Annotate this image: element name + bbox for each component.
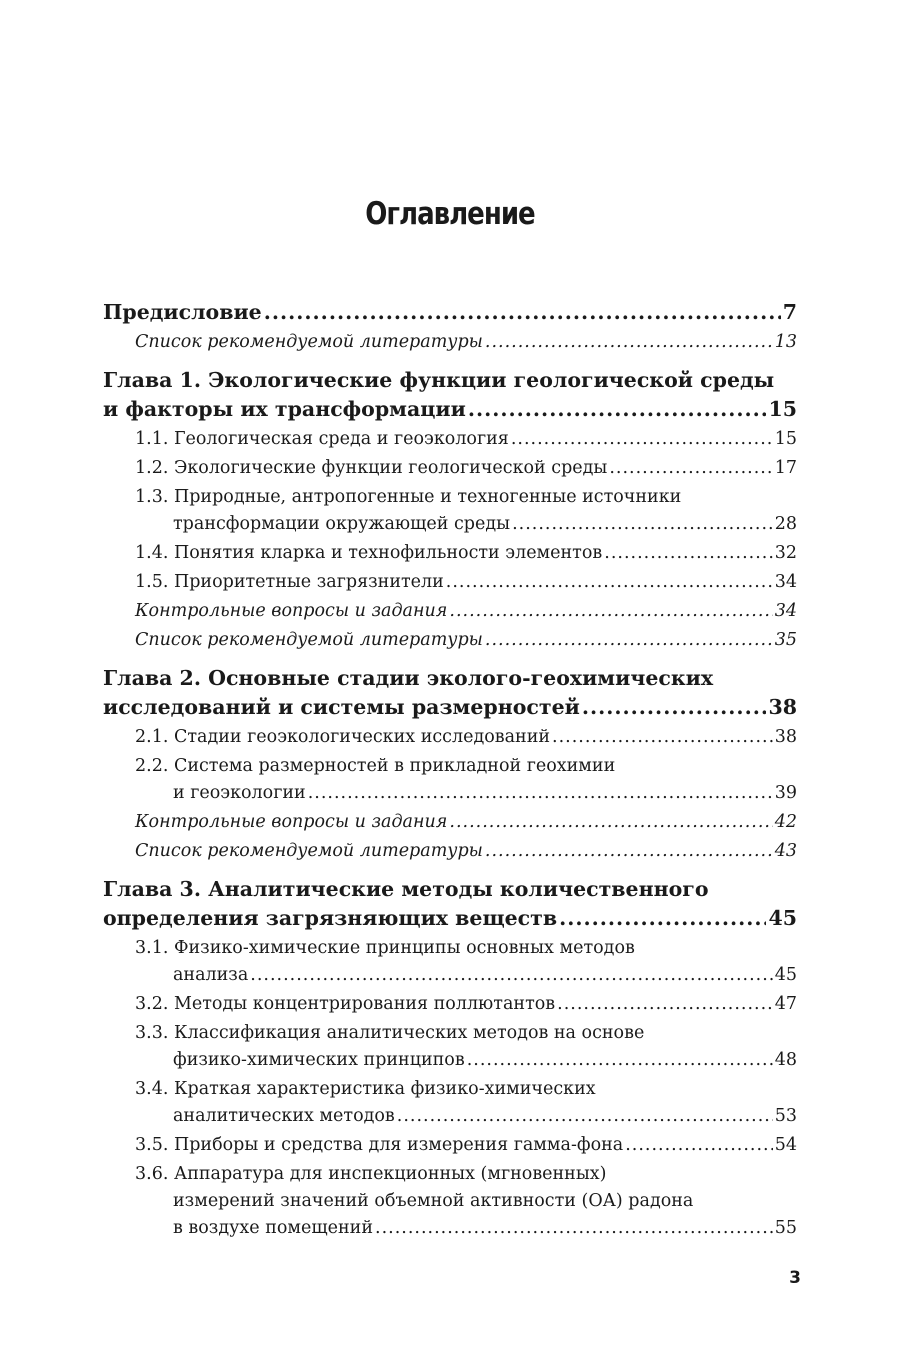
toc-entry-label: 1.3. Природные, антропогенные и техногенные источники	[135, 487, 682, 507]
dot-leader	[485, 627, 773, 654]
toc-entry-label: Глава 2. Основные стадии эколого-геохимических	[103, 666, 714, 690]
dot-leader	[604, 540, 772, 567]
dot-leader	[512, 511, 773, 538]
toc-entry-label: Список рекомендуемой литературы	[135, 332, 483, 352]
toc-entry-page: 43	[774, 841, 797, 861]
toc-entry-3-4[interactable]	[103, 1076, 797, 1130]
toc-entry-2-questions[interactable]	[103, 809, 797, 836]
toc-entry-label: измерений значений объемной активности (ОА) радона	[173, 1191, 694, 1211]
toc-entry-chapter-3[interactable]	[103, 875, 797, 933]
toc-entry-page: 17	[774, 458, 797, 478]
dot-leader	[485, 329, 773, 356]
toc-entry-page: 47	[774, 994, 797, 1014]
toc-entry-label: в воздухе помещений	[173, 1218, 373, 1238]
dot-leader	[485, 838, 773, 865]
toc-entry-label: 3.2. Методы концентрирования поллютантов	[135, 994, 556, 1014]
toc-entry-label: Глава 3. Аналитические методы количественного	[103, 877, 709, 901]
toc-entry-1-questions[interactable]	[103, 598, 797, 625]
toc-entry-page: 13	[774, 332, 797, 352]
toc-entry-page: 54	[774, 1135, 797, 1155]
toc-entry-1-5[interactable]	[103, 569, 797, 596]
toc-entry-page: 15	[774, 429, 797, 449]
toc-entry-page: 45	[774, 965, 797, 985]
dot-leader	[250, 962, 772, 989]
toc-entry-chapter-2[interactable]	[103, 664, 797, 722]
toc-entry-1-3[interactable]	[103, 484, 797, 538]
toc-entry-label: 3.1. Физико-химические принципы основных методов	[135, 938, 635, 958]
toc-entry-page: 39	[774, 783, 797, 803]
toc-entry-3-3[interactable]	[103, 1020, 797, 1074]
toc-entry-page: 48	[774, 1050, 797, 1070]
toc-entry-label: 1.1. Геологическая среда и геоэкология	[135, 429, 509, 449]
toc-entry-page: 38	[774, 727, 797, 747]
toc-entry-1-refs[interactable]	[103, 627, 797, 654]
toc-entry-label: и геоэкологии	[173, 783, 306, 803]
toc-entry-2-refs[interactable]	[103, 838, 797, 865]
toc-entry-label: Предисловие	[103, 300, 262, 324]
toc-entry-page: 42	[774, 812, 797, 832]
toc-entry-3-2[interactable]	[103, 991, 797, 1018]
toc-entry-1-4[interactable]	[103, 540, 797, 567]
table-of-contents	[103, 298, 797, 1252]
dot-leader	[264, 298, 781, 327]
toc-entry-label: Контрольные вопросы и задания	[135, 812, 448, 832]
dot-leader	[449, 598, 772, 625]
toc-entry-label: 3.5. Приборы и средства для измерения гамма-фона	[135, 1135, 624, 1155]
toc-group-chapter-2	[103, 664, 797, 865]
toc-entry-label: и факторы их трансформации	[103, 397, 466, 421]
dot-leader	[559, 904, 766, 933]
toc-entry-1-1[interactable]	[103, 426, 797, 453]
toc-entry-label: Контрольные вопросы и задания	[135, 601, 448, 621]
toc-entry-label: исследований и системы размерностей	[103, 695, 580, 719]
toc-group-chapter-3	[103, 875, 797, 1242]
toc-entry-preface[interactable]	[103, 298, 797, 327]
toc-entry-label: Список рекомендуемой литературы	[135, 630, 483, 650]
toc-entry-label: 1.4. Понятия кларка и технофильности элементов	[135, 543, 603, 563]
dot-leader	[625, 1132, 773, 1159]
page-title: Оглавление	[365, 196, 535, 232]
toc-entry-page: 53	[774, 1106, 797, 1126]
toc-entry-page: 15	[768, 397, 797, 421]
toc-entry-preface-refs[interactable]	[103, 329, 797, 356]
dot-leader	[375, 1215, 773, 1242]
toc-entry-label: 1.2. Экологические функции геологической среды	[135, 458, 608, 478]
toc-entry-label: определения загрязняющих веществ	[103, 906, 558, 930]
toc-entry-label: 3.4. Краткая характеристика физико-химических	[135, 1079, 596, 1099]
toc-entry-label: 3.6. Аппаратура для инспекционных (мгновенных)	[135, 1164, 607, 1184]
dot-leader	[468, 395, 767, 424]
toc-entry-page: 45	[768, 906, 797, 930]
dot-leader	[467, 1047, 773, 1074]
toc-entry-1-2[interactable]	[103, 455, 797, 482]
toc-entry-label: 2.1. Стадии геоэкологических исследований	[135, 727, 551, 747]
toc-entry-label: анализа	[173, 965, 249, 985]
dot-leader	[511, 426, 773, 453]
dot-leader	[397, 1103, 773, 1130]
toc-entry-page: 55	[774, 1218, 797, 1238]
dot-leader	[557, 991, 773, 1018]
dot-leader	[552, 724, 773, 751]
toc-entry-label: Глава 1. Экологические функции геологической среды	[103, 368, 775, 392]
toc-entry-page: 7	[782, 300, 797, 324]
toc-group-preface	[103, 298, 797, 356]
toc-entry-page: 34	[774, 572, 797, 592]
toc-entry-page: 34	[774, 601, 797, 621]
toc-entry-label: трансформации окружающей среды	[173, 514, 511, 534]
page-number: 3	[789, 1268, 801, 1288]
toc-entry-label: Список рекомендуемой литературы	[135, 841, 483, 861]
toc-entry-3-6[interactable]	[103, 1161, 797, 1242]
toc-entry-3-1[interactable]	[103, 935, 797, 989]
toc-entry-page: 28	[774, 514, 797, 534]
toc-entry-3-5[interactable]	[103, 1132, 797, 1159]
toc-entry-label: 3.3. Классификация аналитических методов на основе	[135, 1023, 645, 1043]
toc-entry-label: 1.5. Приоритетные загрязнители	[135, 572, 444, 592]
toc-entry-label: аналитических методов	[173, 1106, 395, 1126]
toc-entry-page: 35	[774, 630, 797, 650]
dot-leader	[609, 455, 772, 482]
toc-group-chapter-1	[103, 366, 797, 654]
toc-entry-chapter-1[interactable]	[103, 366, 797, 424]
toc-entry-label: 2.2. Система размерностей в прикладной геохимии	[135, 756, 616, 776]
toc-entry-2-1[interactable]	[103, 724, 797, 751]
toc-entry-2-2[interactable]	[103, 753, 797, 807]
toc-entry-page: 38	[768, 695, 797, 719]
toc-entry-page: 32	[774, 543, 797, 563]
dot-leader	[582, 693, 767, 722]
dot-leader	[449, 809, 772, 836]
dot-leader	[446, 569, 773, 596]
toc-entry-label: физико-химических принципов	[173, 1050, 465, 1070]
dot-leader	[308, 780, 773, 807]
